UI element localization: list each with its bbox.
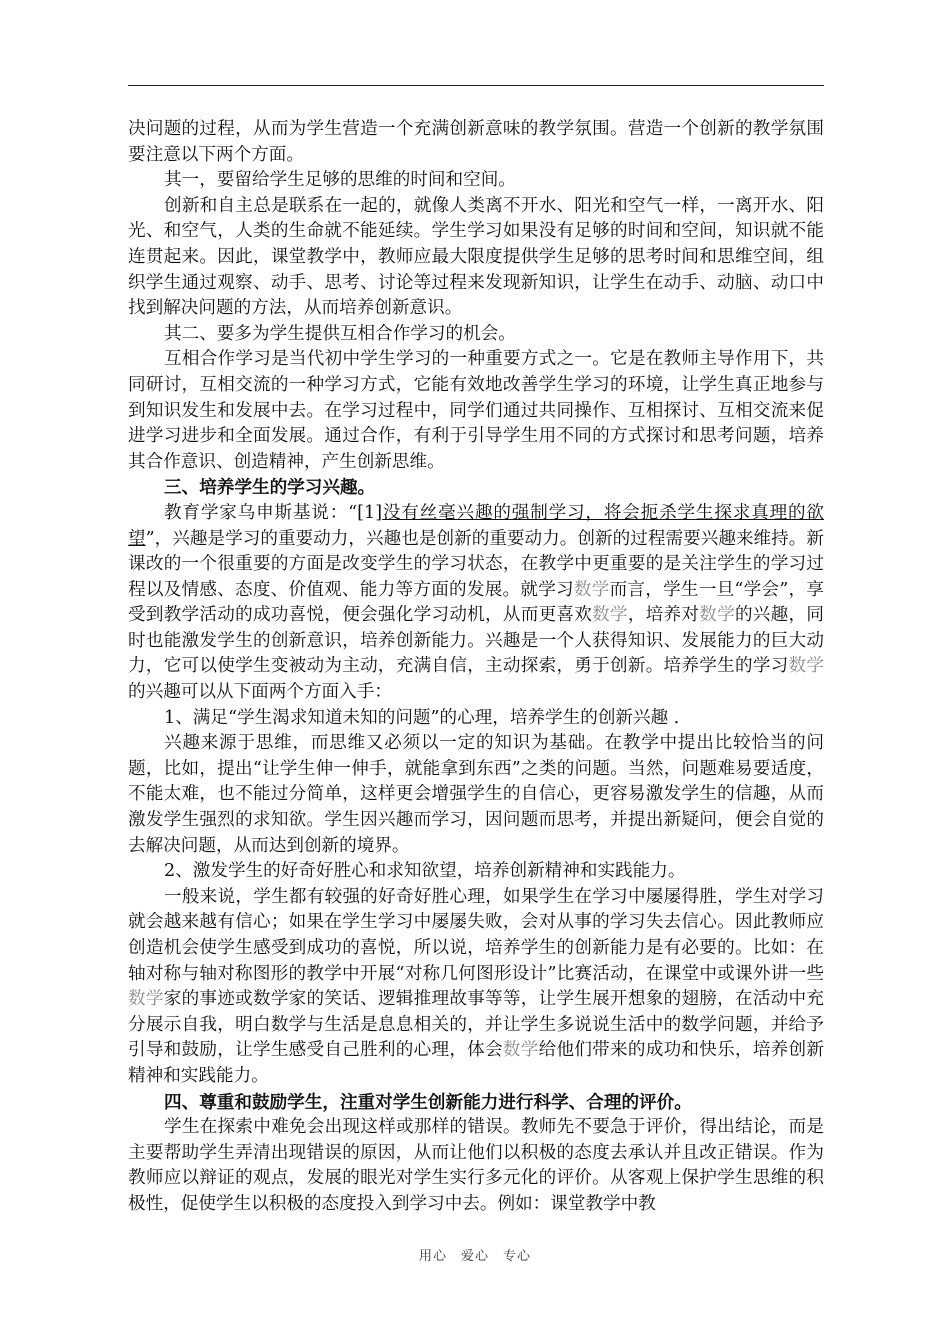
highlighted-keyword: 数学 — [128, 989, 164, 1010]
text-run: ，培养对 — [627, 605, 700, 626]
text-run: 2、激发学生的好奇好胜心和求知欲望，培养创新精神和实践能力。 — [164, 861, 686, 882]
text-run: 决问题的过程，从而为学生营造一个充满创新意味的教学氛围。营造一个创新的教学氛围要注意以下两个方面。 — [128, 119, 824, 165]
highlighted-keyword: 数学 — [502, 1040, 539, 1061]
document-body — [128, 117, 824, 1218]
text-run: 创新和自主总是联系在一起的，就像人类离不开水、阳光和空气一样，一离开水、阳光、和空气，人类的生命就不能延续。学生学习如果没有足够的时间和空间，知识就不能连贯起来。因此，课堂教学中，教师应最大限度提供学生足够的思考时间和思维空间，组织学生通过观察、动手、思考、讨论等过程来发现新知识，让学生在动手、动脑、动口中找到解决问题的方法，从而培养创新意识。 — [128, 195, 824, 319]
text-run: 一般来说，学生都有较强的好奇好胜心理，如果学生在学习中屡屡得胜，学生对学习就会越来越有信心；如果在学生学习中屡屡失败，会对从事的学习失去信心。因此教师应创造机会使学生感受到成功的喜悦，所以说，培养学生的创新能力是有必要的。比如：在轴对称与轴对称图形的教学中开展“对称几何图形设计”比赛活动，在课堂中或课外讲一些 — [128, 886, 824, 984]
body-paragraph — [128, 347, 824, 475]
highlighted-keyword: 数学 — [699, 605, 735, 626]
text-run: 学生在探索中难免会出现这样或那样的错误。教师先不要急于评价，得出结论，而是主要帮助学生弄清出现错误的原因，从而让他们以积极的态度去承认并且改正错误。作为教师应以辩证的观点，发展的眼光对学生实行多元化的评价。从客观上保护学生思维的积极性，促使学生以积极的态度投入到学习中去。例如：课堂教学中教 — [128, 1117, 824, 1214]
header-rule — [128, 85, 824, 86]
text-run: 其一，要留给学生足够的思维的时间和空间。 — [164, 170, 516, 191]
body-paragraph — [128, 194, 824, 322]
highlighted-keyword: 数学 — [573, 579, 610, 600]
section-heading — [128, 1090, 824, 1116]
section-heading — [128, 475, 824, 501]
text-run: 互相合作学习是当代初中学生学习的一种重要方式之一。它是在教师主导作用下，共同研讨，互相交流的一种学习方式，它能有效地改善学生学习的环境，让学生真正地参与到知识发生和发展中去。在学习过程中，同学们通过共同操作、互相探讨、互相交流来促进学习进步和全面发展。通过合作，有利于引导学生用不同的方式探讨和思考问题，培养其合作意识、创造精神，产生创新思维。 — [128, 349, 824, 472]
body-paragraph — [128, 322, 824, 348]
text-run: 四、尊重和鼓励学生，注重对学生创新能力进行科学、合理的评价。 — [164, 1091, 692, 1113]
text-run: 兴趣来源于思维，而思维又必须以一定的知识为基础。在教学中提出比较恰当的问题，比如，提出“让学生伸一伸手，就能拿到东西”之类的问题。当然，问题难易要适度，不能太难，也不能过分简单，这样更会增强学生的自信心，更容易激发学生的信趣，从而激发学生强烈的求知欲。学生因兴趣而学习，因问题而思考，并提出新疑问，便会自觉的去解决问题，从而达到创新的境界。 — [128, 733, 824, 856]
text-run: ”，兴趣是学习的重要动力，兴趣也是创新的重要动力。创新的过程需要兴趣来维持。新课改的一个很重要的方面是改变学生的学习状态，在教学中更重要的是关注学生的学习过程以及情感、态度、价值观、能力等方面的发展。就学习 — [128, 528, 824, 600]
body-paragraph — [128, 117, 824, 168]
text-run: 1、满足“学生渴求知道未知的问题”的心理，培养学生的创新兴趣 ． — [164, 707, 692, 728]
text-run: 教育学家乌申斯基说：“[1] — [164, 502, 383, 523]
text-run: 的兴趣，同时也能激发学生的创新意识，培养创新能力。兴趣是一个人获得知识、发展能力的巨大动力，它可以使学生变被动为主动，充满自信，主动探索，勇于创新。培养学生的学习 — [128, 605, 824, 677]
body-paragraph — [128, 168, 824, 194]
page-footer: 用心 爱心 专心 — [418, 1249, 531, 1264]
body-paragraph — [128, 859, 824, 885]
text-run: 的兴趣可以从下面两个方面入手： — [128, 682, 392, 703]
body-paragraph — [128, 501, 824, 706]
text-run: 给他们带来的成功和快乐，培养创新精神和实践能力。 — [128, 1040, 824, 1086]
text-run: 其二、要多为学生提供互相合作学习的机会。 — [164, 323, 516, 344]
text-run: 家的事迹或数学家的笑话、逻辑推理故事等等，让学生展开想象的翅膀，在活动中充分展示自我，明白数学与生活是息息相关的，并让学生多说说生活中的数学问题，并给予引导和鼓励，让学生感受自己胜利的心理，体会 — [128, 989, 824, 1061]
highlighted-keyword: 数学 — [592, 605, 628, 626]
body-paragraph — [128, 731, 824, 859]
highlighted-keyword: 数学 — [788, 656, 824, 677]
quoted-underlined-text: 没有丝毫兴趣的强制学习，将会扼杀学生探求真理的欲望 — [128, 502, 824, 549]
text-run: 而言，学生一旦“学会”，享受到教学活动的成功喜悦，便会强化学习动机，从而更喜欢 — [128, 579, 824, 626]
body-paragraph — [128, 885, 824, 1090]
text-run: 三、培养学生的学习兴趣。 — [164, 477, 376, 499]
body-paragraph — [128, 706, 824, 732]
body-paragraph — [128, 1115, 824, 1217]
